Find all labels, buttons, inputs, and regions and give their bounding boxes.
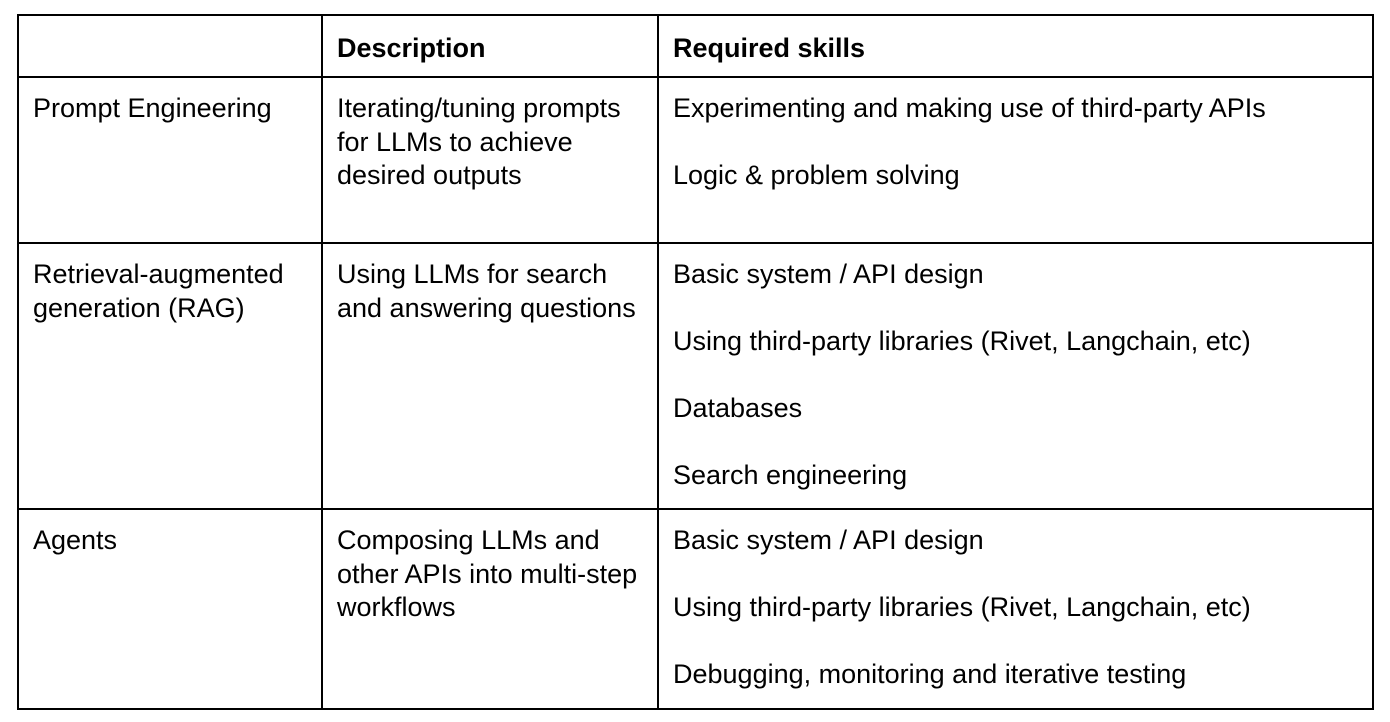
table-row xyxy=(18,509,1373,709)
skill-item: Using third-party libraries (Rivet, Langchain, etc) xyxy=(673,592,1251,622)
row-description: Iterating/tuning prompts for LLMs to achieve desired outputs xyxy=(337,93,621,190)
skill-item: Experimenting and making use of third-party APIs xyxy=(673,93,1266,123)
row-name-cell xyxy=(18,509,322,709)
skills-table xyxy=(17,14,1374,710)
row-name: Agents xyxy=(33,525,118,555)
row-description-cell xyxy=(322,77,658,243)
header-required-skills: Required skills xyxy=(658,15,1373,77)
row-skills-cell xyxy=(658,243,1373,509)
row-description: Composing LLMs and other APIs into multi-step workflows xyxy=(337,525,638,622)
skill-item: Logic & problem solving xyxy=(673,160,960,190)
row-description-cell xyxy=(322,509,658,709)
skill-item: Debugging, monitoring and iterative testing xyxy=(673,659,1187,689)
skill-item: Basic system / API design xyxy=(673,525,984,555)
skill-item: Basic system / API design xyxy=(673,259,984,289)
row-description-cell xyxy=(322,243,658,509)
row-name-cell xyxy=(18,243,322,509)
row-skills-cell xyxy=(658,77,1373,243)
skill-item: Using third-party libraries (Rivet, Langchain, etc) xyxy=(673,326,1251,356)
row-name: Prompt Engineering xyxy=(33,93,272,123)
table-row xyxy=(18,243,1373,509)
skill-item: Search engineering xyxy=(673,460,908,490)
table-row xyxy=(18,77,1373,243)
row-skills-cell xyxy=(658,509,1373,709)
row-name: Retrieval-augmented generation (RAG) xyxy=(33,259,284,323)
row-name-cell xyxy=(18,77,322,243)
header-empty-cell xyxy=(18,15,322,77)
skill-item: Databases xyxy=(673,393,803,423)
table-header-row xyxy=(18,15,1373,77)
header-description: Description xyxy=(322,15,658,77)
row-description: Using LLMs for search and answering questions xyxy=(337,259,636,323)
